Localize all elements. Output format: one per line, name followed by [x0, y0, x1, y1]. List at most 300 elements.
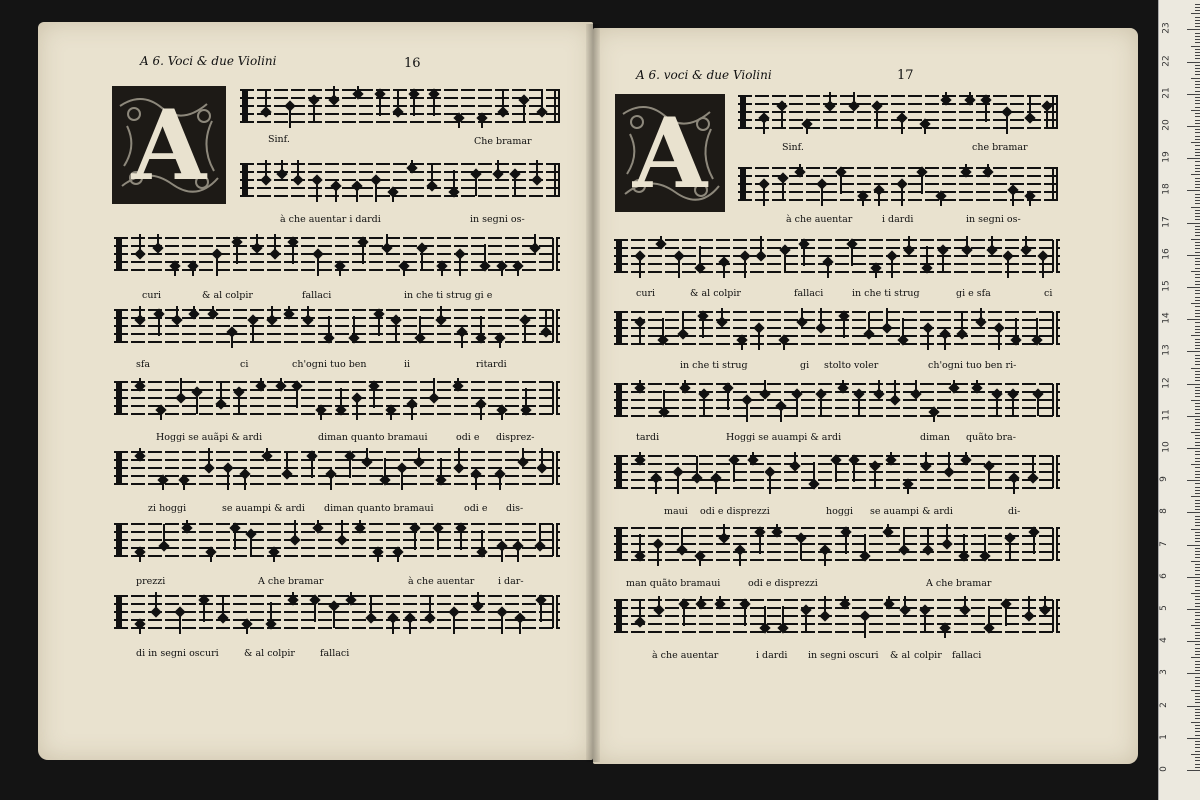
- music-staff: [114, 306, 560, 348]
- ruler-minor-tick: [1195, 670, 1200, 671]
- ruler-tick: [1187, 706, 1200, 707]
- ruler-minor-tick: [1195, 709, 1200, 710]
- ruler-minor-tick: [1195, 693, 1200, 694]
- ruler-minor-tick: [1195, 52, 1200, 53]
- ruler-minor-tick: [1195, 284, 1200, 285]
- lyric-text: di-: [1008, 506, 1021, 517]
- music-staff: [614, 308, 1060, 350]
- ruler-minor-tick: [1195, 509, 1200, 510]
- ruler-minor-tick: [1195, 103, 1200, 104]
- ruler-minor-tick: [1195, 322, 1200, 323]
- ruler-minor-tick: [1195, 747, 1200, 748]
- left-decorated-initial: [112, 86, 226, 204]
- ruler-minor-tick: [1195, 744, 1200, 745]
- lyric-text: colpir: [914, 650, 942, 661]
- ruler-minor-tick: [1195, 396, 1200, 397]
- ruler-tick: [1187, 545, 1200, 546]
- ruler-minor-tick: [1195, 603, 1200, 604]
- ruler-minor-tick: [1195, 358, 1200, 359]
- ruler-minor-tick: [1195, 300, 1200, 301]
- ruler-minor-tick: [1195, 55, 1200, 56]
- lyric-text: diman quanto bramaui: [318, 432, 428, 443]
- lyric-text: ii: [404, 359, 411, 370]
- ruler-minor-tick: [1195, 181, 1200, 182]
- lyric-text: ch'ogni tuo ben ri-: [928, 360, 1017, 371]
- ruler-minor-tick: [1195, 65, 1200, 66]
- ruler-minor-tick: [1195, 445, 1200, 446]
- ruler-minor-tick: [1195, 438, 1200, 439]
- ruler-minor-tick: [1195, 49, 1200, 50]
- ruler-minor-tick: [1195, 139, 1200, 140]
- lyric-text: odi e: [464, 503, 488, 514]
- ruler-minor-tick: [1195, 467, 1200, 468]
- lyric-text: in che ti strug gi e: [404, 290, 493, 301]
- lyric-text: Sinf.: [268, 134, 290, 145]
- ruler-minor-tick: [1195, 644, 1200, 645]
- lyric-text: prezzi: [136, 576, 166, 587]
- ruler-minor-tick: [1195, 728, 1200, 729]
- lyric-text: gi e sfa: [956, 288, 991, 299]
- music-staff: [738, 164, 1060, 206]
- ruler-minor-tick: [1195, 683, 1200, 684]
- ruler-minor-tick: [1191, 142, 1200, 143]
- ruler-minor-tick: [1195, 567, 1200, 568]
- ruler-minor-tick: [1195, 538, 1200, 539]
- music-staff: [614, 380, 1060, 422]
- ruler-label: 14: [1161, 312, 1172, 324]
- ruler-tick: [1187, 641, 1200, 642]
- ruler-minor-tick: [1195, 522, 1200, 523]
- ruler-minor-tick: [1195, 403, 1200, 404]
- music-staff: [614, 452, 1060, 494]
- ruler-minor-tick: [1195, 33, 1200, 34]
- ruler-minor-tick: [1191, 754, 1200, 755]
- lyric-text: Che bramar: [474, 136, 532, 147]
- right-page-header: A 6. voci & due Violini: [636, 68, 772, 82]
- ruler-minor-tick: [1195, 268, 1200, 269]
- ruler-minor-tick: [1191, 13, 1200, 14]
- lyric-text: odi e disprezzi: [700, 506, 770, 517]
- lyric-text: che bramar: [972, 142, 1028, 153]
- ruler-minor-tick: [1195, 123, 1200, 124]
- ruler-label: 8: [1158, 508, 1169, 515]
- lyric-text: à che auentar i dardi: [280, 214, 381, 225]
- lyric-text: in che ti strug: [852, 288, 920, 299]
- ruler-minor-tick: [1195, 377, 1200, 378]
- ruler-minor-tick: [1195, 242, 1200, 243]
- ruler-label: 20: [1161, 119, 1172, 131]
- ruler-minor-tick: [1195, 129, 1200, 130]
- lyric-text: dis-: [506, 503, 524, 514]
- ruler-minor-tick: [1195, 686, 1200, 687]
- ruler-tick: [1187, 351, 1200, 352]
- ruler-minor-tick: [1195, 599, 1200, 600]
- ruler-minor-tick: [1195, 612, 1200, 613]
- ruler-minor-tick: [1195, 632, 1200, 633]
- ruler-label: 21: [1161, 87, 1172, 99]
- ruler-minor-tick: [1195, 171, 1200, 172]
- ruler-tick: [1187, 158, 1200, 159]
- ruler-minor-tick: [1195, 699, 1200, 700]
- ruler-minor-tick: [1191, 529, 1200, 530]
- lyric-text: disprez-: [496, 432, 535, 443]
- music-staff: [614, 596, 1060, 638]
- lyric-text: in segni os-: [470, 214, 525, 225]
- ruler-tick: [1187, 255, 1200, 256]
- lyric-text: in che ti strug: [680, 360, 748, 371]
- music-staff: [114, 234, 560, 276]
- ruler-minor-tick: [1191, 625, 1200, 626]
- ruler-minor-tick: [1195, 281, 1200, 282]
- ruler-minor-tick: [1195, 764, 1200, 765]
- ruler-minor-tick: [1191, 593, 1200, 594]
- lyric-text: & al: [890, 650, 911, 661]
- ruler-tick: [1187, 287, 1200, 288]
- ruler-minor-tick: [1195, 293, 1200, 294]
- ruler-minor-tick: [1195, 345, 1200, 346]
- ruler-minor-tick: [1195, 84, 1200, 85]
- ruler-minor-tick: [1195, 483, 1200, 484]
- lyric-text: diman: [920, 432, 950, 443]
- ruler-minor-tick: [1195, 696, 1200, 697]
- ruler-minor-tick: [1195, 313, 1200, 314]
- ruler-minor-tick: [1195, 17, 1200, 18]
- ruler-minor-tick: [1195, 554, 1200, 555]
- ruler-minor-tick: [1195, 332, 1200, 333]
- ruler-minor-tick: [1195, 184, 1200, 185]
- ruler-minor-tick: [1195, 20, 1200, 21]
- ruler-minor-tick: [1195, 574, 1200, 575]
- ruler-minor-tick: [1195, 735, 1200, 736]
- ruler-minor-tick: [1195, 194, 1200, 195]
- ruler-minor-tick: [1195, 541, 1200, 542]
- ruler-minor-tick: [1195, 232, 1200, 233]
- lyric-text: & al colpir: [690, 288, 741, 299]
- lyric-text: à che auentar: [652, 650, 719, 661]
- ruler-minor-tick: [1195, 355, 1200, 356]
- ruler-tick: [1187, 94, 1200, 95]
- ruler-label: 19: [1161, 151, 1172, 163]
- ruler-minor-tick: [1195, 197, 1200, 198]
- ruler-minor-tick: [1195, 264, 1200, 265]
- lyric-text: quãto bra-: [966, 432, 1016, 443]
- ruler-minor-tick: [1191, 335, 1200, 336]
- left-page-number: 16: [404, 56, 421, 71]
- music-staff: [240, 160, 562, 202]
- ruler-minor-tick: [1195, 487, 1200, 488]
- ruler-minor-tick: [1195, 116, 1200, 117]
- ruler-minor-tick: [1195, 374, 1200, 375]
- right-initial-letter: A: [632, 96, 708, 210]
- lyric-text: Hoggi se auampi & ardi: [726, 432, 842, 443]
- ruler-minor-tick: [1195, 490, 1200, 491]
- ruler-minor-tick: [1195, 168, 1200, 169]
- ruler-minor-tick: [1195, 638, 1200, 639]
- right-page-number: 17: [897, 68, 914, 83]
- lyric-text: diman quanto bramaui: [324, 503, 434, 514]
- ruler-tick: [1187, 62, 1200, 63]
- ruler-tick: [1187, 770, 1200, 771]
- ruler-minor-tick: [1195, 454, 1200, 455]
- ruler-minor-tick: [1191, 46, 1200, 47]
- ruler-label: 6: [1158, 572, 1169, 579]
- ruler-minor-tick: [1195, 387, 1200, 388]
- ruler-minor-tick: [1195, 419, 1200, 420]
- ruler-tick: [1187, 609, 1200, 610]
- lyric-text: fallaci: [952, 650, 982, 661]
- lyric-text: ci: [240, 359, 249, 370]
- lyric-text: fallaci: [794, 288, 824, 299]
- book-gutter: [586, 24, 600, 762]
- ruler-minor-tick: [1195, 661, 1200, 662]
- ruler-minor-tick: [1195, 58, 1200, 59]
- ruler-minor-tick: [1195, 677, 1200, 678]
- ruler-minor-tick: [1195, 390, 1200, 391]
- ruler-minor-tick: [1195, 161, 1200, 162]
- ruler-minor-tick: [1195, 97, 1200, 98]
- ruler-label: 12: [1161, 376, 1172, 389]
- lyric-text: fallaci: [320, 648, 350, 659]
- ruler-minor-tick: [1191, 561, 1200, 562]
- ruler-minor-tick: [1195, 229, 1200, 230]
- ruler-minor-tick: [1195, 425, 1200, 426]
- ruler-minor-tick: [1195, 519, 1200, 520]
- ruler-minor-tick: [1195, 149, 1200, 150]
- ruler-minor-tick: [1195, 10, 1200, 11]
- ruler-minor-tick: [1195, 532, 1200, 533]
- ruler-tick: [1187, 738, 1200, 739]
- lyric-text: à che auentar: [786, 214, 853, 225]
- ruler-minor-tick: [1195, 136, 1200, 137]
- ruler-minor-tick: [1195, 203, 1200, 204]
- lyric-text: hoggi: [826, 506, 854, 517]
- ruler-minor-tick: [1191, 110, 1200, 111]
- ruler-tick: [1187, 126, 1200, 127]
- ruler-minor-tick: [1195, 329, 1200, 330]
- lyric-text: i dar-: [498, 576, 524, 587]
- ruler-minor-tick: [1195, 71, 1200, 72]
- ruler-label: 16: [1161, 248, 1172, 260]
- ruler-minor-tick: [1195, 731, 1200, 732]
- ruler-minor-tick: [1195, 548, 1200, 549]
- ruler-minor-tick: [1195, 615, 1200, 616]
- ruler-minor-tick: [1195, 606, 1200, 607]
- ruler-minor-tick: [1195, 570, 1200, 571]
- ruler-label: 13: [1161, 344, 1172, 357]
- ruler-minor-tick: [1191, 722, 1200, 723]
- ruler-minor-tick: [1195, 200, 1200, 201]
- ruler-minor-tick: [1195, 628, 1200, 629]
- lyric-text: ritardi: [476, 359, 507, 370]
- ruler-minor-tick: [1195, 651, 1200, 652]
- ruler-minor-tick: [1195, 371, 1200, 372]
- lyric-text: di in segni oscuri: [136, 648, 219, 659]
- ruler-minor-tick: [1195, 500, 1200, 501]
- lyric-text: curi: [142, 290, 162, 301]
- right-decorated-initial: [615, 94, 725, 212]
- ruler-label: 4: [1158, 637, 1169, 644]
- ruler-minor-tick: [1195, 516, 1200, 517]
- ruler-minor-tick: [1195, 100, 1200, 101]
- ruler-label: 10: [1161, 441, 1172, 453]
- ruler-minor-tick: [1191, 657, 1200, 658]
- ruler-minor-tick: [1195, 261, 1200, 262]
- ruler-minor-tick: [1195, 619, 1200, 620]
- lyric-text: se auampi & ardi: [870, 506, 953, 517]
- ruler-tick: [1187, 512, 1200, 513]
- music-staff: [614, 236, 1060, 278]
- ruler-minor-tick: [1195, 39, 1200, 40]
- lyric-text: fallaci: [302, 290, 332, 301]
- lyric-text: sfa: [136, 359, 151, 370]
- ruler-minor-tick: [1195, 422, 1200, 423]
- ruler-minor-tick: [1195, 210, 1200, 211]
- ruler-label: 7: [1158, 540, 1169, 547]
- ruler-minor-tick: [1195, 493, 1200, 494]
- lyric-text: gi: [800, 360, 810, 371]
- ruler-minor-tick: [1195, 451, 1200, 452]
- ruler-minor-tick: [1195, 120, 1200, 121]
- ruler-minor-tick: [1195, 461, 1200, 462]
- ruler-minor-tick: [1191, 400, 1200, 401]
- lyric-text: Hoggi se auãpi & ardi: [156, 432, 263, 443]
- ruler-minor-tick: [1195, 81, 1200, 82]
- music-staff: [114, 448, 560, 490]
- measurement-ruler: [1158, 0, 1200, 800]
- ruler-minor-tick: [1195, 348, 1200, 349]
- ruler-minor-tick: [1195, 310, 1200, 311]
- lyric-text: i dardi: [882, 214, 914, 225]
- ruler-minor-tick: [1195, 622, 1200, 623]
- lyric-text: ci: [1044, 288, 1053, 299]
- ruler-minor-tick: [1191, 174, 1200, 175]
- ruler-minor-tick: [1195, 213, 1200, 214]
- ruler-minor-tick: [1195, 654, 1200, 655]
- ruler-minor-tick: [1195, 339, 1200, 340]
- ruler-minor-tick: [1195, 477, 1200, 478]
- lyric-text: zi hoggi: [148, 503, 187, 514]
- ruler-minor-tick: [1195, 409, 1200, 410]
- ruler-minor-tick: [1195, 297, 1200, 298]
- ruler-minor-tick: [1195, 506, 1200, 507]
- ruler-minor-tick: [1195, 718, 1200, 719]
- lyric-text: A che bramar: [926, 578, 992, 589]
- lyric-text: & al colpir: [244, 648, 295, 659]
- ruler-minor-tick: [1195, 145, 1200, 146]
- ruler-label: 1: [1158, 733, 1169, 740]
- ruler-minor-tick: [1195, 245, 1200, 246]
- ruler-minor-tick: [1191, 207, 1200, 208]
- ruler-minor-tick: [1195, 767, 1200, 768]
- ruler-minor-tick: [1195, 258, 1200, 259]
- ruler-label: 2: [1158, 701, 1169, 708]
- ruler-minor-tick: [1195, 664, 1200, 665]
- ruler-minor-tick: [1191, 464, 1200, 465]
- ruler-minor-tick: [1195, 757, 1200, 758]
- ruler-minor-tick: [1195, 702, 1200, 703]
- ruler-label: 5: [1158, 605, 1169, 611]
- ruler-minor-tick: [1191, 271, 1200, 272]
- ruler-minor-tick: [1191, 690, 1200, 691]
- ruler-minor-tick: [1195, 248, 1200, 249]
- ruler-minor-tick: [1195, 36, 1200, 37]
- ruler-minor-tick: [1195, 252, 1200, 253]
- ruler-label: 3: [1158, 669, 1169, 676]
- ruler-minor-tick: [1195, 107, 1200, 108]
- ruler-label: 0: [1158, 766, 1169, 772]
- ruler-minor-tick: [1195, 525, 1200, 526]
- ruler-minor-tick: [1195, 74, 1200, 75]
- left-initial-letter: A: [131, 88, 207, 202]
- ruler-minor-tick: [1195, 42, 1200, 43]
- ruler-minor-tick: [1195, 26, 1200, 27]
- ruler-minor-tick: [1195, 68, 1200, 69]
- ruler-label: 22: [1161, 54, 1172, 67]
- ruler-minor-tick: [1195, 342, 1200, 343]
- lyric-text: à che auentar: [408, 576, 475, 587]
- lyric-text: man quãto bramaui: [626, 578, 721, 589]
- ruler-minor-tick: [1195, 458, 1200, 459]
- ruler-minor-tick: [1195, 7, 1200, 8]
- lyric-text: & al colpir: [202, 290, 253, 301]
- ruler-minor-tick: [1195, 635, 1200, 636]
- ruler-minor-tick: [1191, 303, 1200, 304]
- ruler-minor-tick: [1195, 87, 1200, 88]
- ruler-minor-tick: [1195, 290, 1200, 291]
- ruler-minor-tick: [1195, 113, 1200, 114]
- lyric-text: ch'ogni tuo ben: [292, 359, 367, 370]
- ruler-minor-tick: [1195, 306, 1200, 307]
- ruler-minor-tick: [1195, 712, 1200, 713]
- music-staff: [614, 524, 1060, 566]
- ruler-minor-tick: [1195, 364, 1200, 365]
- lyric-text: odi e disprezzi: [748, 578, 818, 589]
- ruler-minor-tick: [1195, 413, 1200, 414]
- ruler-minor-tick: [1191, 78, 1200, 79]
- ruler-label: 15: [1161, 280, 1172, 292]
- ruler-minor-tick: [1195, 751, 1200, 752]
- ruler-minor-tick: [1195, 471, 1200, 472]
- ruler-minor-tick: [1195, 503, 1200, 504]
- lyric-text: stolto voler: [824, 360, 879, 371]
- ruler-minor-tick: [1195, 165, 1200, 166]
- ruler-minor-tick: [1195, 551, 1200, 552]
- ruler-tick: [1187, 223, 1200, 224]
- ruler-label: 18: [1161, 183, 1172, 196]
- ruler-minor-tick: [1195, 380, 1200, 381]
- ruler-minor-tick: [1195, 535, 1200, 536]
- ruler-label: 23: [1161, 22, 1172, 35]
- ruler-minor-tick: [1195, 393, 1200, 394]
- ruler-minor-tick: [1195, 23, 1200, 24]
- ruler-minor-tick: [1195, 132, 1200, 133]
- ruler-label: 11: [1161, 409, 1172, 421]
- ruler-minor-tick: [1195, 474, 1200, 475]
- ruler-minor-tick: [1195, 741, 1200, 742]
- ruler-minor-tick: [1195, 435, 1200, 436]
- ruler-minor-tick: [1195, 429, 1200, 430]
- lyric-text: tardi: [636, 432, 660, 443]
- ruler-minor-tick: [1195, 715, 1200, 716]
- ruler-minor-tick: [1195, 680, 1200, 681]
- ruler-minor-tick: [1195, 91, 1200, 92]
- ruler-minor-tick: [1195, 564, 1200, 565]
- ruler-minor-tick: [1195, 725, 1200, 726]
- ruler-minor-tick: [1191, 239, 1200, 240]
- ruler-minor-tick: [1195, 406, 1200, 407]
- ruler-label: 17: [1161, 215, 1172, 228]
- ruler-minor-tick: [1195, 590, 1200, 591]
